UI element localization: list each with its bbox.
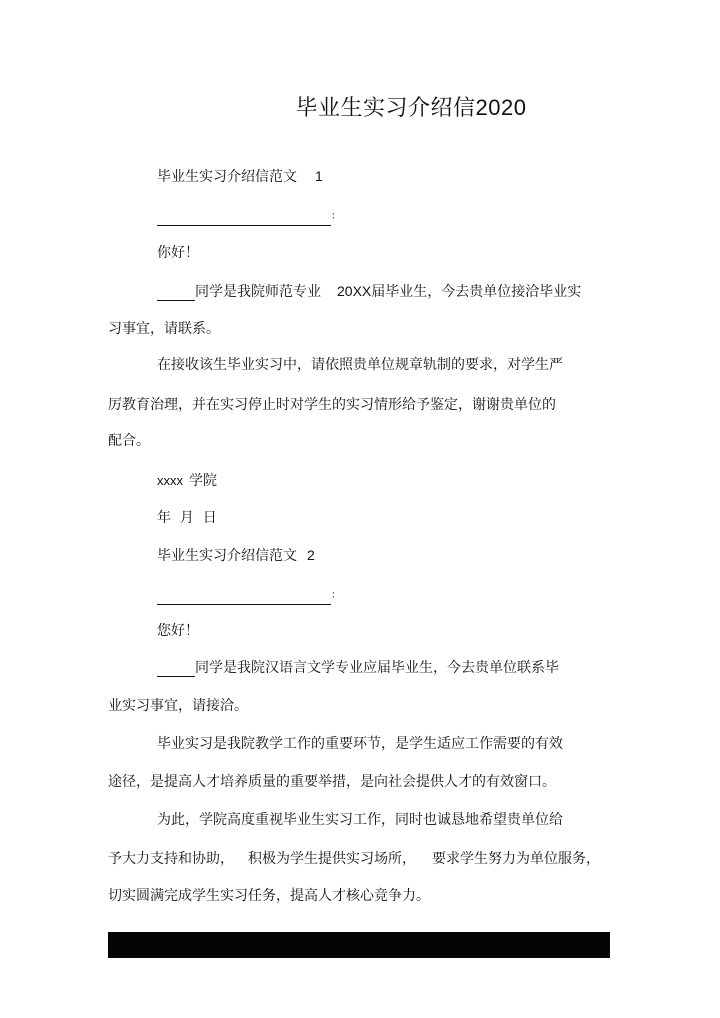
p3-text-c: 要求学生努力为单位服务， (432, 851, 600, 867)
addressee-colon: ： (331, 211, 341, 222)
sample2-p1-line1 (157, 659, 559, 677)
addressee-blank (157, 211, 331, 226)
sample1-p2-line1: 在接收该生毕业实习中，请依照贵单位规章轨制的要求，对学生严 (157, 357, 563, 373)
sample1-addressee-line (157, 206, 341, 226)
sample2-p3-line1: 为此，学院高度重视毕业生实习工作，同时也诚恳地希望贵单位给 (157, 812, 563, 828)
sample1-p2-line2: 厉教育治理，并在实习停止时对学生的实习情形给予鉴定，谢谢贵单位的 (108, 397, 556, 413)
addressee-colon: ： (331, 590, 341, 601)
sample2-p1-line2: 业实习事宜，请接洽。 (108, 698, 248, 714)
p1-text-b: 20XX (337, 283, 372, 299)
title-text: 毕业生实习介绍信 (295, 96, 476, 121)
title-year: 2020 (475, 95, 527, 120)
addressee-blank (157, 590, 331, 605)
sample2-heading (157, 546, 315, 565)
sample2-p2-line1: 毕业实习是我院教学工作的重要环节，是学生适应工作需要的有效 (157, 736, 563, 752)
sample2-p3-line3: 切实圆满完成学生实习任务，提高人才核心竞争力。 (108, 888, 430, 904)
p3-text-a: 予大力支持和协助， (108, 851, 234, 867)
sample2-p2-line2: 途径，是提高人才培养质量的重要举措，是向社会提供人才的有效窗口。 (108, 774, 556, 790)
sample1-p1-line1 (157, 282, 581, 301)
sample1-signature-date: 年 月 日 (157, 510, 217, 526)
sample2-p3-line2 (108, 850, 600, 868)
sample1-heading-text: 毕业生实习介绍信范文 (157, 169, 297, 185)
sample2-heading-num: 2 (307, 547, 315, 563)
student-name-blank (157, 662, 195, 677)
document-title (0, 94, 720, 123)
sample1-p2-line3: 配合。 (108, 433, 150, 449)
sample1-heading (157, 167, 323, 186)
sample2-heading-text: 毕业生实习介绍信范文 (157, 548, 297, 564)
p1-text-a: 同学是我院师范专业 (195, 284, 321, 300)
sample1-greeting: 你好！ (157, 245, 199, 261)
p1-text-c: 届毕业生，今去贵单位接洽毕业实 (371, 284, 582, 300)
sample1-heading-num: 1 (315, 168, 323, 184)
p1-text: 同学是我院汉语言文学专业应届毕业生，今去贵单位联系毕 (195, 660, 559, 676)
student-name-blank (157, 286, 195, 301)
sample2-greeting: 您好！ (157, 623, 199, 639)
redaction-bar (108, 932, 610, 958)
p3-text-b: 积极为学生提供实习场所， (248, 851, 416, 867)
org-suffix: 学院 (189, 473, 217, 489)
sample1-p1-line2: 习事宜，请联系。 (108, 321, 220, 337)
sample2-addressee-line (157, 585, 341, 605)
sample1-signature-org (157, 472, 217, 490)
org-placeholder: xxxx (157, 473, 183, 488)
